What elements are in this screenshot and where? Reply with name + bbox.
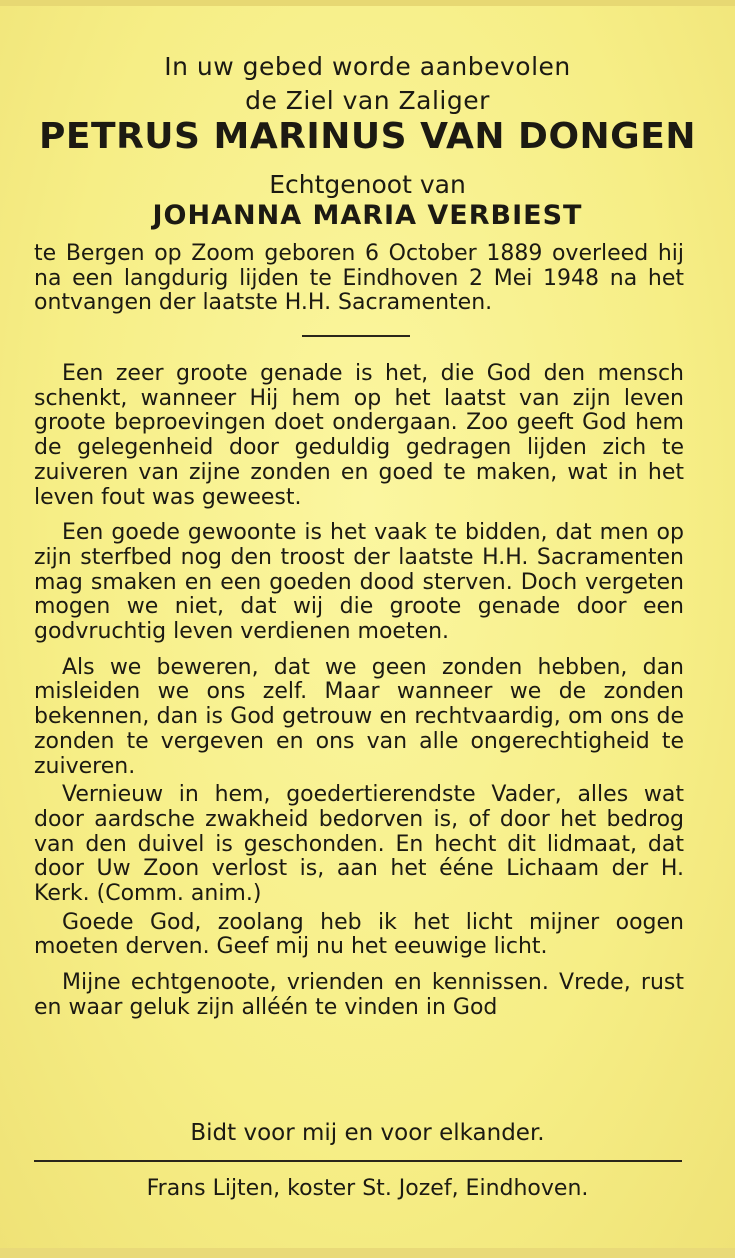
intro-line-2: de Ziel van Zaliger	[245, 86, 490, 115]
spouse-intro: Echtgenoot van	[269, 170, 466, 199]
prayer-paragraph-1: Een zeer groote genade is het, die God den mensch schenkt, wanneer Hij hem op het laatst van zijn leven groote beproevingen doet ondergaan. Zoo geeft God hem de gelegenheid door geduldig gedragen lijden zich te zuiveren van zijne zonden en goed te maken, wat in het leven fout was geweest.	[34, 361, 684, 510]
deceased-name: PETRUS MARINUS VAN DONGEN	[39, 116, 696, 157]
prayer-paragraph-6: Mijne echtgenoote, vrienden en kennissen. Vrede, rust en waar geluk zijn alléén te vinden in God	[34, 970, 684, 1020]
intro-line-1: In uw gebed worde aanbevolen	[164, 52, 571, 81]
prayer-paragraph-5: Goede God, zoolang heb ik het licht mijner oogen moeten derven. Geef mij nu het eeuwige licht.	[34, 909, 684, 960]
spouse-name: JOHANNA MARIA VERBIEST	[152, 200, 583, 231]
card-top-edge	[0, 0, 735, 6]
prayer-paragraph-2: Een goede gewoonte is het vaak te bidden, dat men op zijn sterfbed nog den troost der laatste H.H. Sacramenten mag smaken en een goeden dood sterven. Doch vergeten mogen we niet, dat wij die groote genade door een godvruchtig leven verdienen moeten.	[34, 520, 684, 645]
prayer-body	[34, 362, 684, 1032]
long-divider	[34, 1160, 682, 1162]
prayer-paragraph-3: Als we beweren, dat we geen zonden hebben, dan misleiden we ons zelf. Maar wanneer we de zonden bekennen, dan is God getrouw en rechtvaardig, om ons de zonden te vergeven en ons van alle ongerechtigheid te zuiveren.	[34, 654, 684, 779]
prayer-paragraph-4: Vernieuw in hem, goedertierendste Vader, alles wat door aardsche zwakheid bedorven is, of door het bedrog van den duivel is geschonden. En hecht dit lidmaat, dat door Uw Zoon verlost is, aan het ééne Lichaam der H. Kerk. (Comm. anim.)	[34, 782, 684, 907]
closing-line: Bidt voor mij en voor elkander.	[190, 1120, 545, 1146]
biography-text: te Bergen op Zoom geboren 6 October 1889 overleed hij na een langdurig lijden te Eindhoven 2 Mei 1948 na het ontvangen der laatste H.H. Sacramenten.	[34, 241, 684, 315]
printer-credit: Frans Lijten, koster St. Jozef, Eindhoven.	[146, 1176, 589, 1201]
short-divider	[302, 335, 410, 337]
card-bottom-edge	[0, 1248, 735, 1258]
